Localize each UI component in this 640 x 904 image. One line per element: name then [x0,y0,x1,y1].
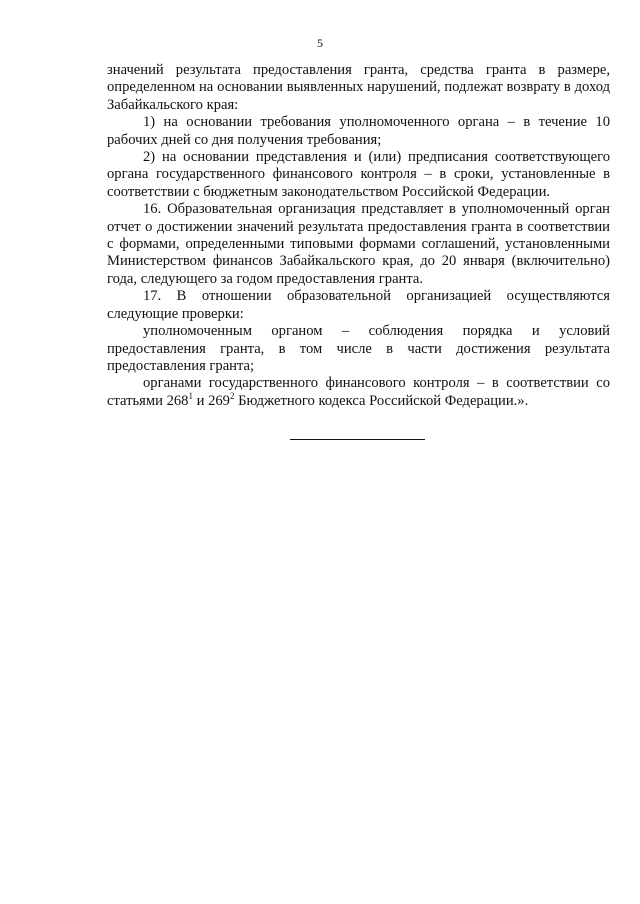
financial-control-text-middle: и 269 [192,392,230,409]
article-superscript-1: 1 [188,390,193,401]
paragraph-clause-16: 16. Образовательная организация представляет в уполномоченный орган отчет о достижении значений результата предоставления гранта в соответствии с формами, определенными типовыми формами соглашений, установленными Министерством финансов Забайкальского края, до 20 января (включительно) года, следующего за годом предоставления гранта. [107,201,610,287]
paragraph-item-2: 2) на основании представления и (или) предписания соответствующего органа государственного финансового контроля – в сроки, установленные в соответствии с бюджетным законодательством Российской Федерации. [107,149,610,200]
article-superscript-2: 2 [229,390,235,401]
paragraph-item-1: 1) на основании требования уполномоченного органа – в течение 10 рабочих дней со дня получения требования; [107,114,610,148]
page-number: 5 [317,36,323,50]
end-of-document-rule [290,439,425,440]
paragraph-authorized-body-check: уполномоченным органом – соблюдения порядка и условий предоставления гранта, в том числе в части достижения результата предоставления гранта; [107,323,610,374]
document-body [107,62,610,410]
financial-control-text-end: Бюджетного кодекса Российской Федерации.». [234,392,529,409]
paragraph-clause-17: 17. В отношении образовательной организацией осуществляются следующие проверки: [107,288,610,322]
paragraph-financial-control-check [107,375,610,410]
financial-control-text-start: органами государственного финансового контроля – в соответствии со статьями 268 [107,375,610,409]
paragraph-continuation: значений результата предоставления гранта, средства гранта в размере, определенном на основании выявленных нарушений, подлежат возврату в доход Забайкальского края: [107,62,610,113]
